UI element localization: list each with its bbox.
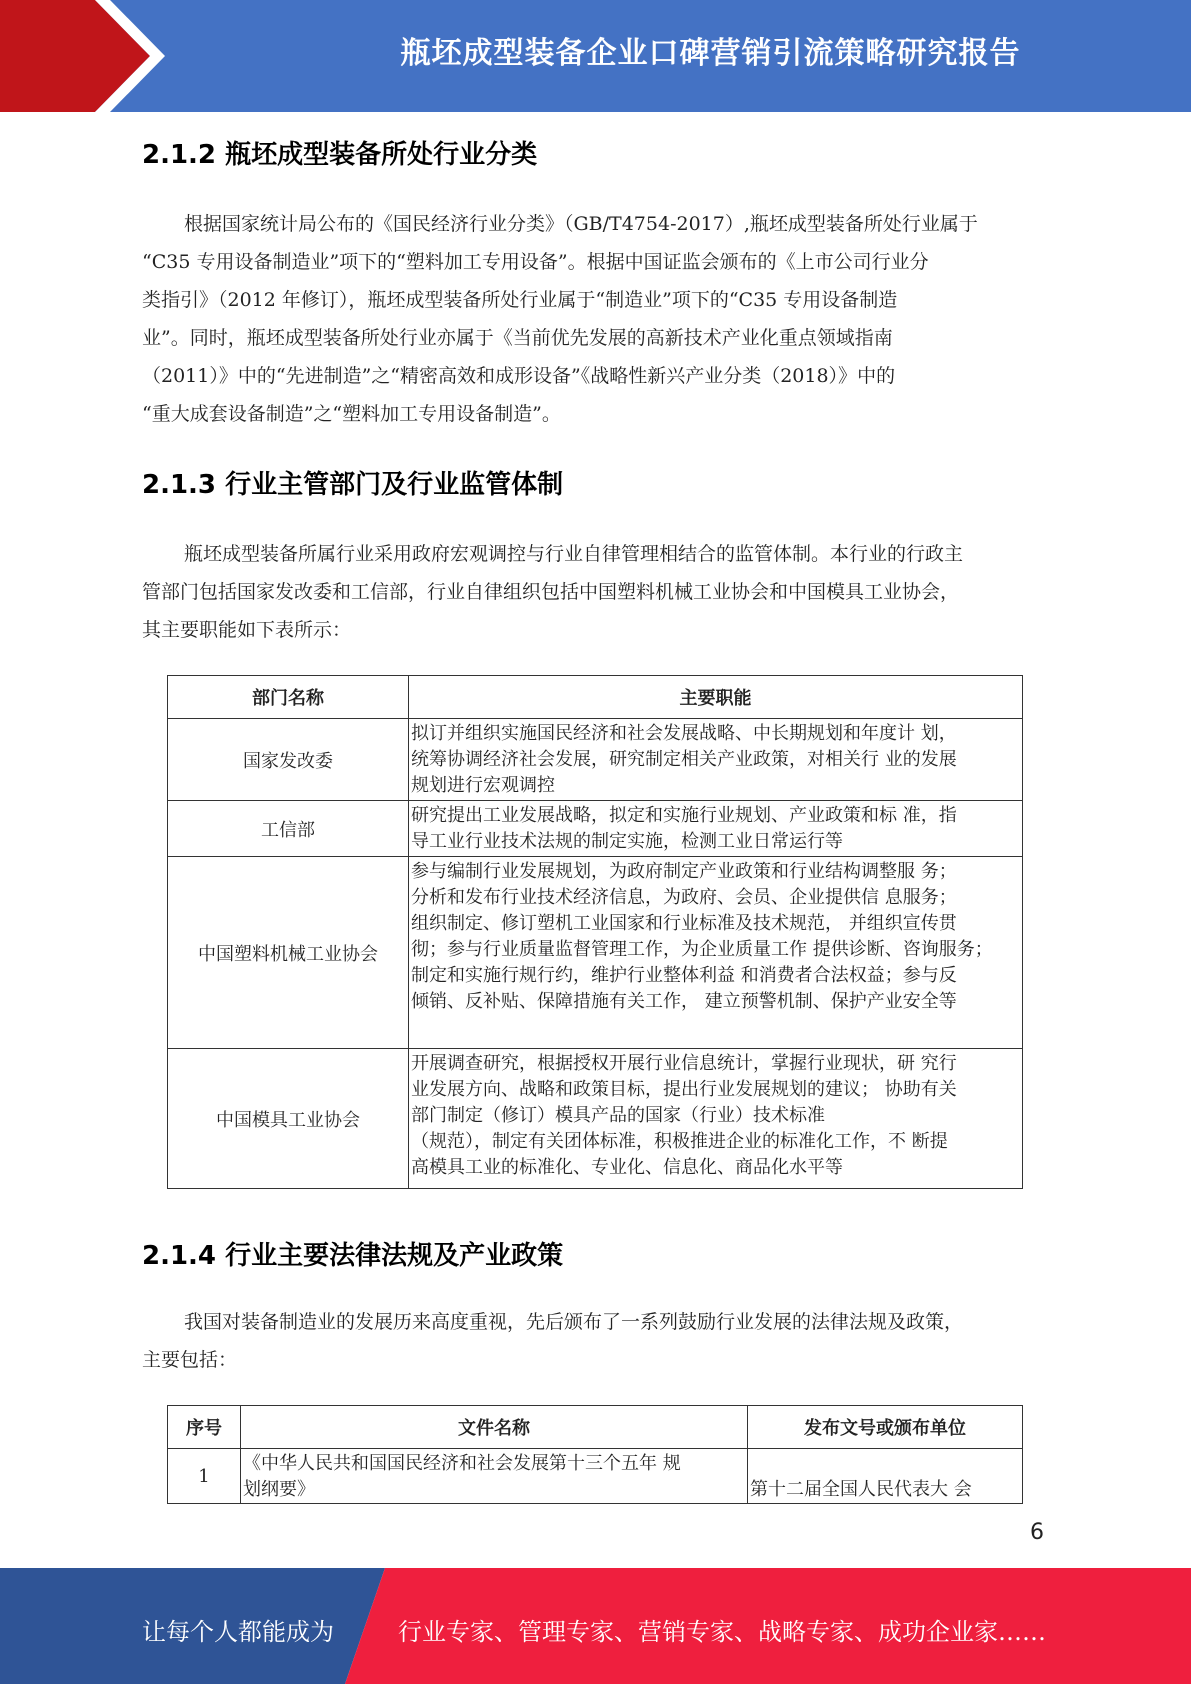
cell-line: 拟订并组织实施国民经济和社会发展战略、中长期规划和年度计 划， xyxy=(411,723,957,744)
table-header-row xyxy=(168,676,1023,719)
column-header-document: 文件名称 xyxy=(241,1406,748,1449)
cell-line: 部门制定（修订）模具产品的国家（行业）技术标准 xyxy=(411,1105,825,1126)
paragraph-industry-classification xyxy=(142,205,1047,433)
cell-line: 《中华人民共和国国民经济和社会发展第十三个五年 规 xyxy=(243,1453,681,1474)
cell-line: 统筹协调经济社会发展，研究制定相关产业政策，对相关行 业的发展 xyxy=(411,749,957,770)
laws-policies-table xyxy=(167,1405,1023,1504)
table-row xyxy=(168,801,1023,857)
text-line: “重大成套设备制造”之“塑料加工专用设备制造”。 xyxy=(142,403,561,425)
paragraph-laws-policies xyxy=(142,1303,1047,1379)
cell-line: 分析和发布行业技术经济信息，为政府、会员、企业提供信 息服务； xyxy=(411,887,957,908)
department-name: 工信部 xyxy=(168,801,409,857)
cell-line: （规范），制定有关团体标准，积极推进企业的标准化工作，不 断提 xyxy=(411,1131,948,1152)
table-row xyxy=(168,1049,1023,1189)
text-line: 我国对装备制造业的发展历来高度重视，先后颁布了一系列鼓励行业发展的法律法规及政策， xyxy=(184,1311,964,1333)
department-name: 中国模具工业协会 xyxy=(168,1049,409,1189)
cell-line: 业发展方向、战略和政策目标，提出行业发展规划的建议； 协助有关 xyxy=(411,1079,957,1100)
text-line: （2011）》中的“先进制造”之“精密高效和成形设备”《战略性新兴产业分类（2018）》中的 xyxy=(142,365,896,387)
cell-line: 参与编制行业发展规划，为政府制定产业政策和行业结构调整服 务； xyxy=(411,861,957,882)
cell-line: 开展调查研究，根据授权开展行业信息统计，掌握行业现状，研 究行 xyxy=(411,1053,957,1074)
column-header-functions: 主要职能 xyxy=(409,676,1023,719)
department-functions xyxy=(409,719,1023,801)
text-line: 类指引》（2012 年修订），瓶坯成型装备所处行业属于“制造业”项下的“C35 专用设备制造 xyxy=(142,289,898,311)
cell-line: 研究提出工业发展战略，拟定和实施行业规划、产业政策和标 准，指 xyxy=(411,805,957,826)
department-functions xyxy=(409,857,1023,1049)
department-name: 国家发改委 xyxy=(168,719,409,801)
cell-line: 规划进行宏观调控 xyxy=(411,775,555,796)
text-line: 主要包括： xyxy=(142,1349,238,1371)
row-number: 1 xyxy=(168,1449,241,1504)
footer-slogan-left: 让每个人都能成为 xyxy=(142,1618,334,1646)
heading-2-1-4: 2.1.4 行业主要法律法规及产业政策 xyxy=(142,1241,564,1271)
department-functions xyxy=(409,1049,1023,1189)
table-row xyxy=(168,1449,1023,1504)
page-number: 6 xyxy=(1030,1520,1044,1545)
department-name: 中国塑料机械工业协会 xyxy=(168,857,409,1049)
cell-line: 划纲要》 xyxy=(243,1479,315,1500)
document-title xyxy=(241,1449,748,1504)
department-functions-table xyxy=(167,675,1023,1189)
text-line: 瓶坯成型装备所属行业采用政府宏观调控与行业自律管理相结合的监管体制。本行业的行政主 xyxy=(184,543,964,565)
cell-line: 彻；参与行业质量监督管理工作，为企业质量工作 提供诊断、咨询服务； xyxy=(411,939,993,960)
text-line: 根据国家统计局公布的《国民经济行业分类》（GB/T4754-2017）,瓶坯成型装备所处行业属于 xyxy=(184,213,978,235)
cell-line: 高模具工业的标准化、专业化、信息化、商品化水平等 xyxy=(411,1157,843,1178)
issuer: 第十二届全国人民代表大 会 xyxy=(748,1449,1023,1504)
table-row xyxy=(168,857,1023,1049)
report-title: 瓶坯成型装备企业口碑营销引流策略研究报告 xyxy=(400,36,1021,71)
column-header-issuer: 发布文号或颁布单位 xyxy=(748,1406,1023,1449)
heading-2-1-2: 2.1.2 瓶坯成型装备所处行业分类 xyxy=(142,140,538,170)
paragraph-regulatory-system xyxy=(142,535,1047,649)
table-header-row xyxy=(168,1406,1023,1449)
cell-line: 倾销、反补贴、保障措施有关工作， 建立预警机制、保护产业安全等 xyxy=(411,991,957,1012)
cell-line: 制定和实施行规行约，维护行业整体利益 和消费者合法权益；参与反 xyxy=(411,965,957,986)
text-line: 其主要职能如下表所示： xyxy=(142,619,352,641)
column-header-no: 序号 xyxy=(168,1406,241,1449)
page-footer xyxy=(0,1568,1191,1684)
cell-line: 组织制定、修订塑机工业国家和行业标准及技术规范， 并组织宣传贯 xyxy=(411,913,957,934)
page-header xyxy=(0,0,1191,112)
table-row xyxy=(168,719,1023,801)
heading-2-1-3: 2.1.3 行业主管部门及行业监管体制 xyxy=(142,470,564,500)
text-line: 业”。同时，瓶坯成型装备所处行业亦属于《当前优先发展的高新技术产业化重点领域指南 xyxy=(142,327,893,349)
department-functions xyxy=(409,801,1023,857)
column-header-department: 部门名称 xyxy=(168,676,409,719)
text-line: “C35 专用设备制造业”项下的“塑料加工专用设备”。根据中国证监会颁布的《上市公司行业分 xyxy=(142,251,929,273)
cell-line: 导工业行业技术法规的制定实施，检测工业日常运行等 xyxy=(411,831,843,852)
text-line: 管部门包括国家发改委和工信部，行业自律组织包括中国塑料机械工业协会和中国模具工业协会， xyxy=(142,581,960,603)
footer-slogan-right: 行业专家、管理专家、营销专家、战略专家、成功企业家…… xyxy=(398,1618,1046,1646)
